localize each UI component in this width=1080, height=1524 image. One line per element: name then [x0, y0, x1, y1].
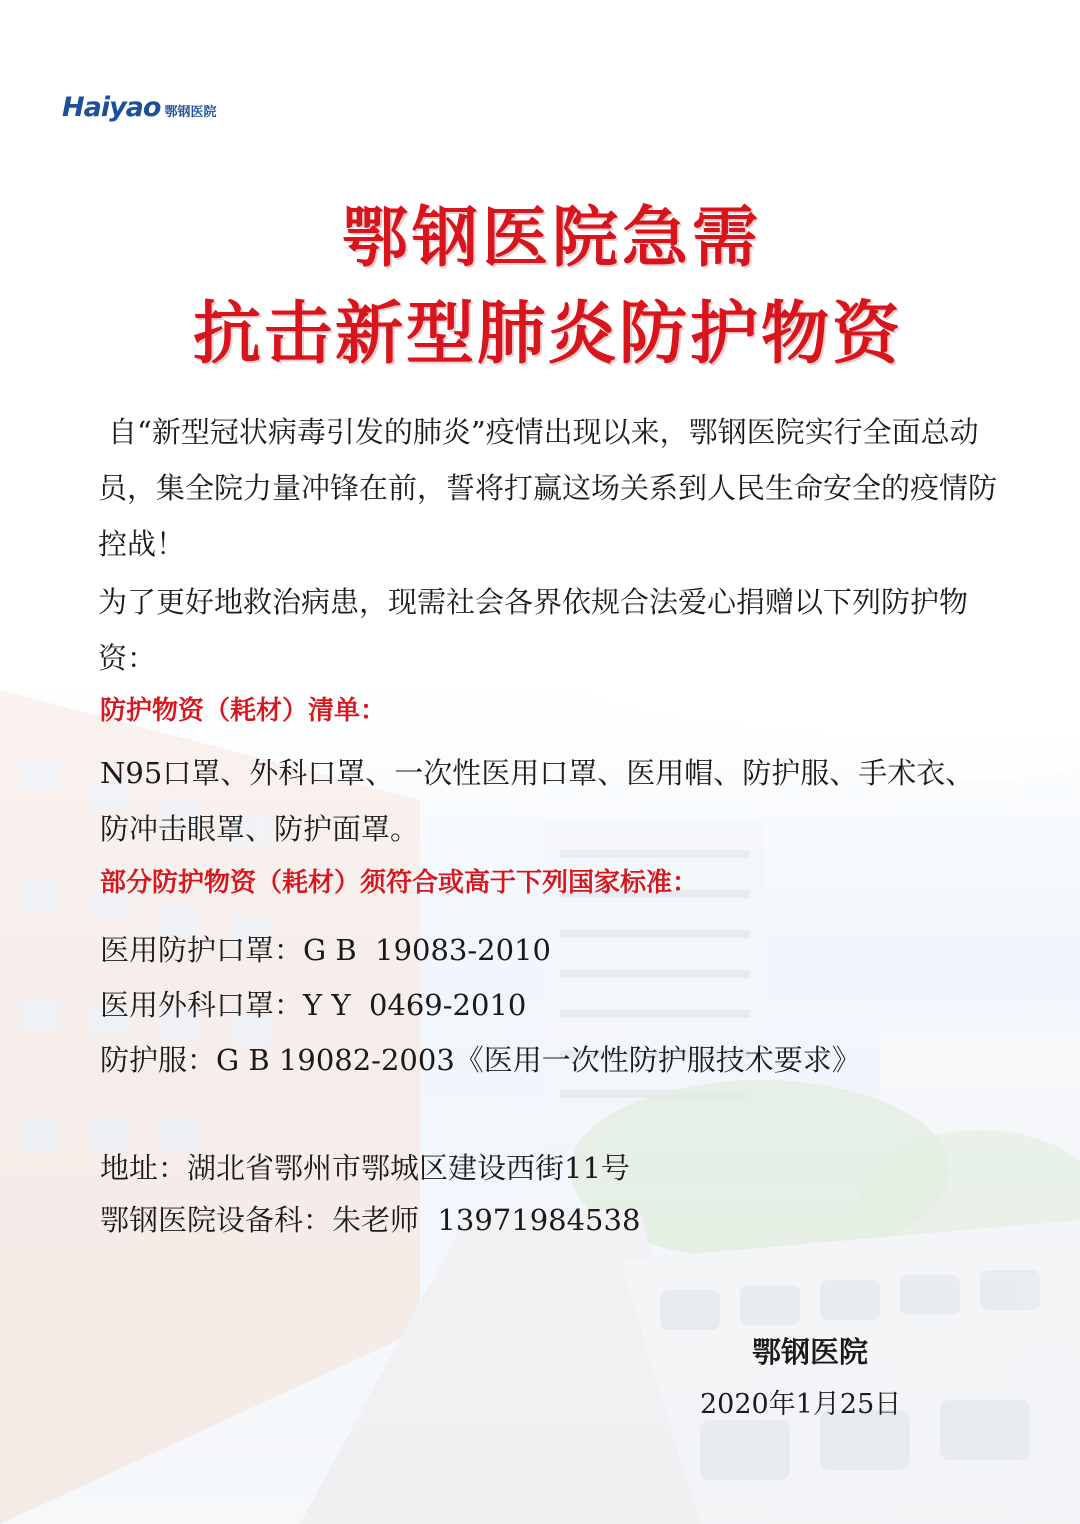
supplies-list: N95口罩、外科口罩、一次性医用口罩、医用帽、防护服、手术衣、防冲击眼罩、防护面罩。: [100, 756, 975, 846]
address-line: 地址：湖北省鄂州市鄂城区建设西街11号: [100, 1151, 630, 1185]
signature-org: 鄂钢医院: [752, 1335, 869, 1369]
page-title-line2: 抗击新型肺炎防护物资: [192, 295, 903, 374]
intro-paragraph: 自“新型冠状病毒引发的肺炎”疫情出现以来，鄂钢医院实行全面总动员，集全院力量冲锋在前，誓将打赢这场关系到人民生命安全的疫情防控战！: [98, 415, 998, 561]
logo-hospital-name: 鄂钢医院: [164, 105, 217, 120]
hospital-logo: [62, 92, 216, 123]
page-title-line1: 鄂钢医院急需: [342, 199, 762, 276]
standards-heading: 部分防护物资（耗材）须符合或高于下列国家标准：: [100, 868, 699, 898]
standard-line: 医用防护口罩：G B 19083-2010: [100, 933, 551, 967]
supplies-heading: 防护物资（耗材）清单：: [100, 696, 387, 726]
logo-brand-text: Haiyao: [62, 92, 161, 123]
contact-person-line: 鄂钢医院设备科：朱老师 13971984538: [100, 1203, 641, 1237]
request-paragraph: 为了更好地救治病患，现需社会各界依规合法爱心捐赠以下列防护物资：: [98, 585, 969, 675]
standard-line: 防护服：G B 19082-2003《医用一次性防护服技术要求》: [100, 1043, 861, 1077]
signature-date: 2020年1月25日: [700, 1389, 902, 1420]
standard-line: 医用外科口罩：Y Y 0469-2010: [100, 988, 527, 1022]
